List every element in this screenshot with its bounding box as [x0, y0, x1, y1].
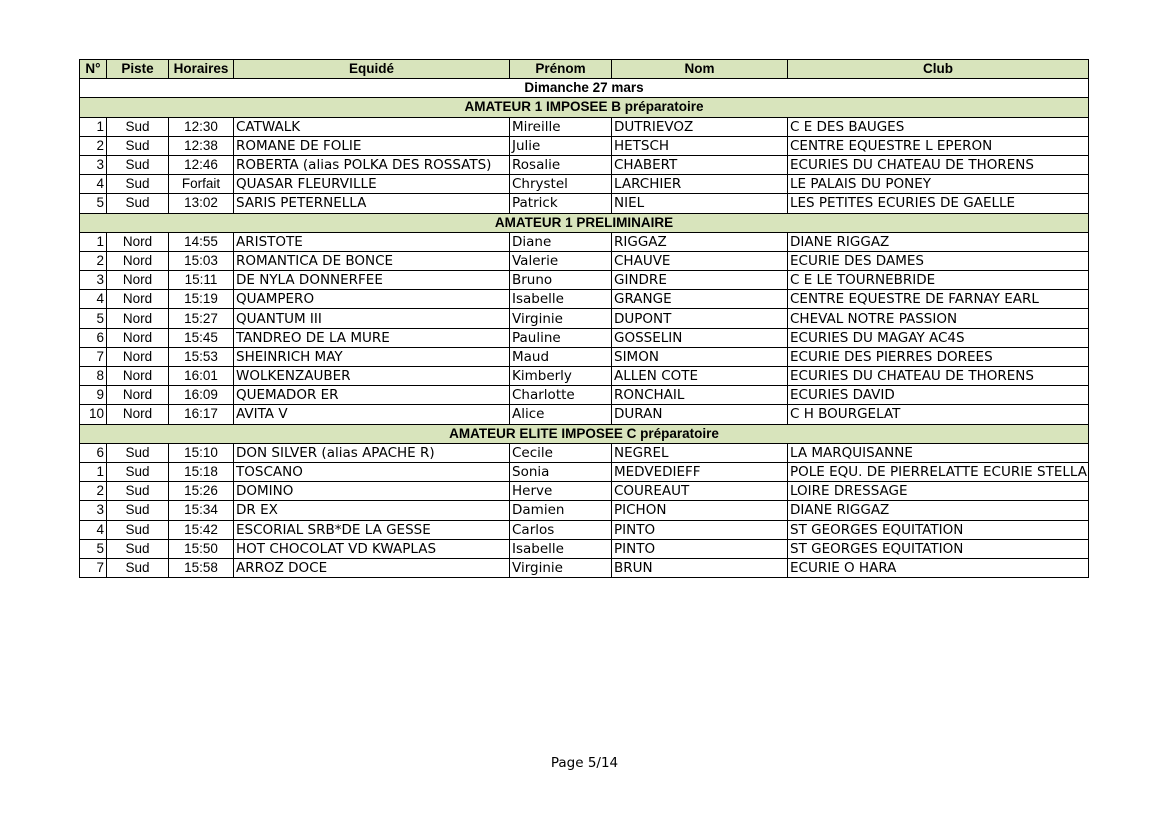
cell-equide: TANDREO DE LA MURE: [234, 328, 510, 347]
cell-club: LOIRE DRESSAGE: [788, 482, 1089, 501]
cell-piste: Nord: [107, 405, 169, 424]
cell-piste: Sud: [107, 175, 169, 194]
cell-number: 6: [80, 443, 107, 462]
cell-piste: Sud: [107, 117, 169, 136]
cell-piste: Nord: [107, 328, 169, 347]
cell-number: 1: [80, 117, 107, 136]
cell-club: LA MARQUISANNE: [788, 443, 1089, 462]
section-row: [80, 213, 1089, 232]
date-label: Dimanche 27 mars: [80, 79, 1089, 98]
cell-club: DIANE RIGGAZ: [788, 232, 1089, 251]
cell-club: C H BOURGELAT: [788, 405, 1089, 424]
cell-prenom: Virginie: [510, 309, 612, 328]
section-title: AMATEUR 1 PRELIMINAIRE: [80, 213, 1089, 232]
cell-equide: ARROZ DOCE: [234, 558, 510, 577]
cell-piste: Sud: [107, 558, 169, 577]
section-row: [80, 424, 1089, 443]
cell-club: ECURIES DAVID: [788, 386, 1089, 405]
table-row: [80, 271, 1089, 290]
cell-number: 4: [80, 175, 107, 194]
cell-horaires: 12:30: [169, 117, 234, 136]
cell-prenom: Julie: [510, 136, 612, 155]
table-row: [80, 136, 1089, 155]
section-title: AMATEUR 1 IMPOSEE B préparatoire: [80, 98, 1089, 117]
cell-horaires: 15:10: [169, 443, 234, 462]
table-row: [80, 462, 1089, 481]
cell-nom: LARCHIER: [612, 175, 788, 194]
cell-equide: TOSCANO: [234, 462, 510, 481]
cell-club: CENTRE EQUESTRE L EPERON: [788, 136, 1089, 155]
cell-club: LE PALAIS DU PONEY: [788, 175, 1089, 194]
cell-prenom: Bruno: [510, 271, 612, 290]
cell-horaires: 15:26: [169, 482, 234, 501]
cell-club: ECURIES DU CHATEAU DE THORENS: [788, 155, 1089, 174]
cell-equide: CATWALK: [234, 117, 510, 136]
cell-horaires: 15:34: [169, 501, 234, 520]
table-row: [80, 367, 1089, 386]
table-row: [80, 194, 1089, 213]
cell-number: 5: [80, 194, 107, 213]
cell-nom: RIGGAZ: [612, 232, 788, 251]
col-header-piste: Piste: [107, 60, 169, 79]
col-header-equide: Equidé: [234, 60, 510, 79]
cell-number: 4: [80, 290, 107, 309]
cell-horaires: 12:38: [169, 136, 234, 155]
cell-prenom: Isabelle: [510, 539, 612, 558]
cell-equide: QUEMADOR ER: [234, 386, 510, 405]
cell-number: 7: [80, 558, 107, 577]
cell-nom: PINTO: [612, 520, 788, 539]
cell-number: 6: [80, 328, 107, 347]
cell-club: ECURIES DU CHATEAU DE THORENS: [788, 367, 1089, 386]
cell-horaires: 15:53: [169, 347, 234, 366]
cell-prenom: Mireille: [510, 117, 612, 136]
cell-equide: SARIS PETERNELLA: [234, 194, 510, 213]
cell-horaires: 15:45: [169, 328, 234, 347]
col-header-nom: Nom: [612, 60, 788, 79]
cell-number: 3: [80, 271, 107, 290]
cell-equide: ROBERTA (alias POLKA DES ROSSATS): [234, 155, 510, 174]
table-row: [80, 539, 1089, 558]
cell-prenom: Patrick: [510, 194, 612, 213]
col-header-horaires: Horaires: [169, 60, 234, 79]
cell-equide: WOLKENZAUBER: [234, 367, 510, 386]
cell-prenom: Herve: [510, 482, 612, 501]
table-row: [80, 251, 1089, 270]
cell-club: ECURIE DES PIERRES DOREES: [788, 347, 1089, 366]
cell-prenom: Valerie: [510, 251, 612, 270]
cell-club: C E DES BAUGES: [788, 117, 1089, 136]
cell-piste: Sud: [107, 539, 169, 558]
cell-equide: SHEINRICH MAY: [234, 347, 510, 366]
cell-prenom: Alice: [510, 405, 612, 424]
cell-equide: DE NYLA DONNERFEE: [234, 271, 510, 290]
start-list-table: [79, 59, 1089, 578]
cell-nom: GRANGE: [612, 290, 788, 309]
cell-club: CHEVAL NOTRE PASSION: [788, 309, 1089, 328]
cell-nom: DUTRIEVOZ: [612, 117, 788, 136]
cell-equide: HOT CHOCOLAT VD KWAPLAS: [234, 539, 510, 558]
page-number: Page 5/14: [550, 755, 619, 771]
table-row: [80, 117, 1089, 136]
cell-equide: DON SILVER (alias APACHE R): [234, 443, 510, 462]
cell-nom: NEGREL: [612, 443, 788, 462]
col-header-prenom: Prénom: [510, 60, 612, 79]
cell-horaires: 14:55: [169, 232, 234, 251]
table-row: [80, 232, 1089, 251]
cell-number: 1: [80, 462, 107, 481]
cell-piste: Nord: [107, 309, 169, 328]
cell-horaires: 12:46: [169, 155, 234, 174]
date-row: [80, 79, 1089, 98]
cell-nom: PINTO: [612, 539, 788, 558]
cell-horaires: 15:58: [169, 558, 234, 577]
cell-prenom: Sonia: [510, 462, 612, 481]
cell-prenom: Charlotte: [510, 386, 612, 405]
cell-piste: Sud: [107, 155, 169, 174]
cell-piste: Sud: [107, 501, 169, 520]
cell-prenom: Cecile: [510, 443, 612, 462]
cell-number: 2: [80, 482, 107, 501]
table-row: [80, 520, 1089, 539]
cell-horaires: 15:19: [169, 290, 234, 309]
cell-number: 3: [80, 155, 107, 174]
table-row: [80, 155, 1089, 174]
cell-number: 2: [80, 136, 107, 155]
cell-piste: Sud: [107, 136, 169, 155]
cell-nom: ALLEN COTE: [612, 367, 788, 386]
cell-piste: Nord: [107, 347, 169, 366]
cell-equide: ARISTOTE: [234, 232, 510, 251]
cell-club: C E LE TOURNEBRIDE: [788, 271, 1089, 290]
table-row: [80, 405, 1089, 424]
cell-nom: NIEL: [612, 194, 788, 213]
cell-club: ST GEORGES EQUITATION: [788, 520, 1089, 539]
cell-nom: CHAUVE: [612, 251, 788, 270]
cell-prenom: Maud: [510, 347, 612, 366]
table-row: [80, 175, 1089, 194]
section-title: AMATEUR ELITE IMPOSEE C préparatoire: [80, 424, 1089, 443]
cell-nom: HETSCH: [612, 136, 788, 155]
cell-equide: ROMANTICA DE BONCE: [234, 251, 510, 270]
cell-equide: ROMANE DE FOLIE: [234, 136, 510, 155]
cell-equide: ESCORIAL SRB*DE LA GESSE: [234, 520, 510, 539]
cell-nom: MEDVEDIEFF: [612, 462, 788, 481]
table-row: [80, 501, 1089, 520]
cell-nom: CHABERT: [612, 155, 788, 174]
table-row: [80, 386, 1089, 405]
cell-prenom: Kimberly: [510, 367, 612, 386]
cell-club: DIANE RIGGAZ: [788, 501, 1089, 520]
cell-equide: DR EX: [234, 501, 510, 520]
table-row: [80, 482, 1089, 501]
header-row: [80, 60, 1089, 79]
section-row: [80, 98, 1089, 117]
cell-horaires: 16:01: [169, 367, 234, 386]
cell-piste: Nord: [107, 251, 169, 270]
cell-equide: AVITA V: [234, 405, 510, 424]
cell-number: 2: [80, 251, 107, 270]
cell-horaires: 15:11: [169, 271, 234, 290]
cell-piste: Nord: [107, 271, 169, 290]
cell-piste: Sud: [107, 462, 169, 481]
table-row: [80, 290, 1089, 309]
cell-horaires: 15:42: [169, 520, 234, 539]
cell-piste: Nord: [107, 386, 169, 405]
cell-club: ECURIES DU MAGAY AC4S: [788, 328, 1089, 347]
col-header-number: N°: [80, 60, 107, 79]
cell-number: 5: [80, 539, 107, 558]
cell-nom: BRUN: [612, 558, 788, 577]
cell-number: 7: [80, 347, 107, 366]
cell-club: LES PETITES ECURIES DE GAELLE: [788, 194, 1089, 213]
cell-horaires: 15:03: [169, 251, 234, 270]
cell-horaires: 15:27: [169, 309, 234, 328]
cell-equide: QUAMPERO: [234, 290, 510, 309]
table-row: [80, 443, 1089, 462]
cell-prenom: Damien: [510, 501, 612, 520]
cell-prenom: Isabelle: [510, 290, 612, 309]
cell-piste: Nord: [107, 290, 169, 309]
col-header-club: Club: [788, 60, 1089, 79]
cell-piste: Sud: [107, 482, 169, 501]
cell-club: ECURIE DES DAMES: [788, 251, 1089, 270]
cell-piste: Sud: [107, 443, 169, 462]
cell-piste: Sud: [107, 194, 169, 213]
cell-club: POLE EQU. DE PIERRELATTE ECURIE STELLA: [788, 462, 1089, 481]
cell-nom: DURAN: [612, 405, 788, 424]
cell-nom: COUREAUT: [612, 482, 788, 501]
cell-horaires: 16:17: [169, 405, 234, 424]
cell-prenom: Chrystel: [510, 175, 612, 194]
table-row: [80, 328, 1089, 347]
cell-equide: QUASAR FLEURVILLE: [234, 175, 510, 194]
cell-piste: Nord: [107, 232, 169, 251]
cell-nom: DUPONT: [612, 309, 788, 328]
cell-nom: PICHON: [612, 501, 788, 520]
cell-club: CENTRE EQUESTRE DE FARNAY EARL: [788, 290, 1089, 309]
cell-nom: GOSSELIN: [612, 328, 788, 347]
table-body: [80, 79, 1089, 578]
cell-equide: DOMINO: [234, 482, 510, 501]
cell-horaires: 16:09: [169, 386, 234, 405]
cell-horaires: 15:18: [169, 462, 234, 481]
cell-nom: GINDRE: [612, 271, 788, 290]
cell-prenom: Diane: [510, 232, 612, 251]
cell-number: 1: [80, 232, 107, 251]
cell-club: ECURIE O HARA: [788, 558, 1089, 577]
cell-prenom: Virginie: [510, 558, 612, 577]
table-row: [80, 347, 1089, 366]
cell-piste: Nord: [107, 367, 169, 386]
cell-prenom: Pauline: [510, 328, 612, 347]
cell-number: 3: [80, 501, 107, 520]
cell-number: 9: [80, 386, 107, 405]
cell-horaires: Forfait: [169, 175, 234, 194]
cell-equide: QUANTUM III: [234, 309, 510, 328]
cell-number: 8: [80, 367, 107, 386]
cell-horaires: 13:02: [169, 194, 234, 213]
cell-prenom: Rosalie: [510, 155, 612, 174]
cell-prenom: Carlos: [510, 520, 612, 539]
table-row: [80, 558, 1089, 577]
cell-piste: Sud: [107, 520, 169, 539]
cell-nom: SIMON: [612, 347, 788, 366]
cell-nom: RONCHAIL: [612, 386, 788, 405]
cell-number: 5: [80, 309, 107, 328]
cell-club: ST GEORGES EQUITATION: [788, 539, 1089, 558]
cell-number: 4: [80, 520, 107, 539]
cell-horaires: 15:50: [169, 539, 234, 558]
table-row: [80, 309, 1089, 328]
cell-number: 10: [80, 405, 107, 424]
